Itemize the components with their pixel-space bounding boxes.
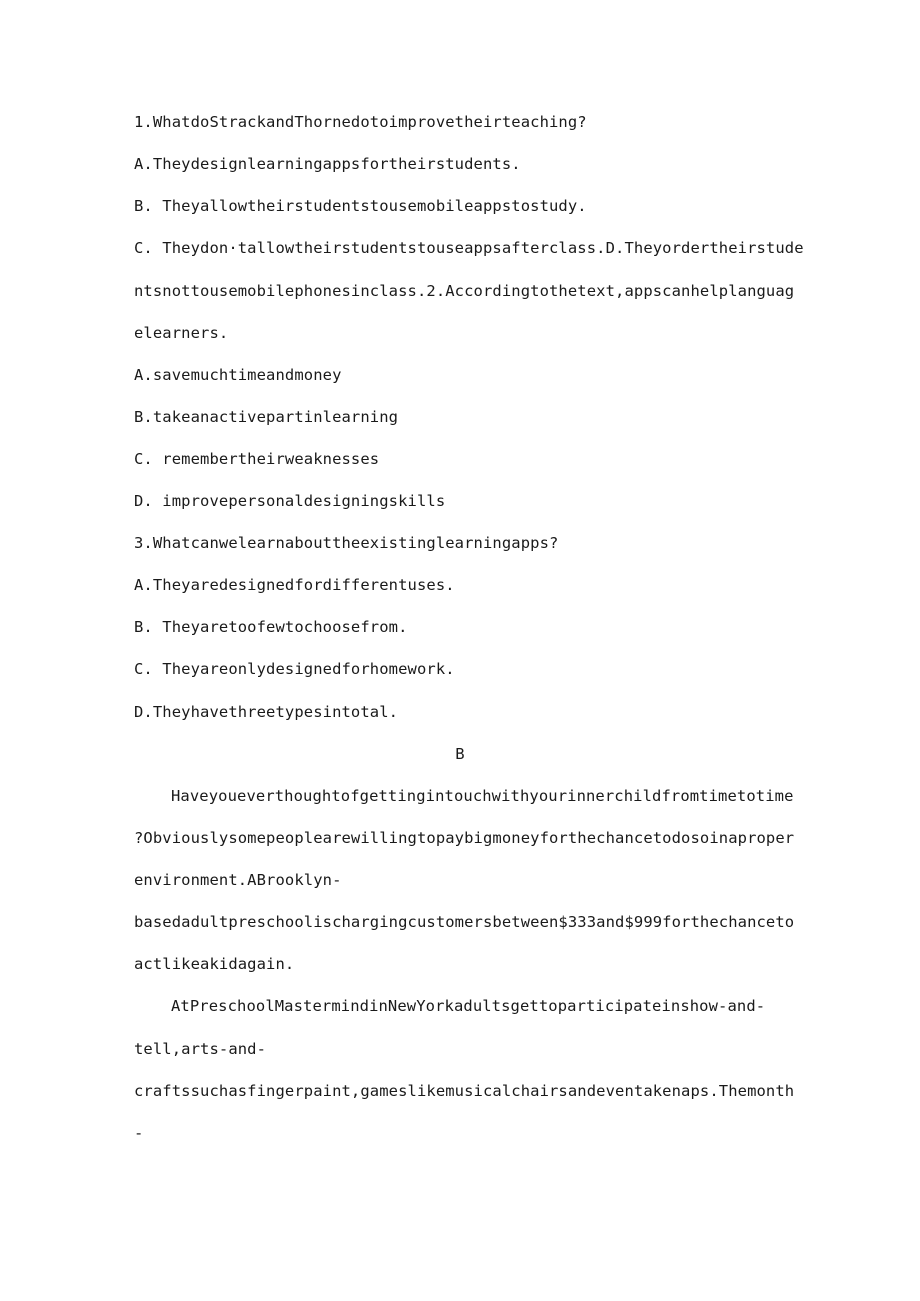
question-1-option-a: A.Theydesignlearningappsfortheirstudents.	[134, 155, 521, 173]
passage-paragraph-1-line: Haveyoueverthoughtofgettingintouchwithyourinnerchildfromtimetotime	[171, 787, 794, 805]
question-3-option-b: B. Theyaretoofewtochoosefrom.	[134, 618, 408, 636]
question-3: 3.Whatcanwelearnabouttheexistinglearningapps?	[134, 534, 559, 552]
question-2-option-a: A.savemuchtimeandmoney	[134, 366, 342, 384]
question-1-option-d-question-2: ntsnottousemobilephonesinclass.2.Accordingtothetext,appscanhelplanguag	[134, 282, 795, 300]
passage-paragraph-2-line: tell,arts-and-	[134, 1040, 267, 1058]
passage-paragraph-2-line: craftssuchasfingerpaint,gameslikemusicalchairsandeventakenaps.Themonth	[134, 1082, 795, 1100]
question-3-option-a: A.Theyaredesignedfordifferentuses.	[134, 576, 455, 594]
question-1-option-c-d: C. Theydon·tallowtheirstudentstouseappsafterclass.D.Theyordertheirstude	[134, 239, 804, 257]
question-2-option-d: D. improvepersonaldesigningskills	[134, 492, 446, 510]
question-2-option-b: B.takeanactivepartinlearning	[134, 408, 399, 426]
section-heading-b: B	[455, 745, 465, 763]
passage-paragraph-1-line: ?Obviouslysomepeoplearewillingtopaybigmoneyforthechancetodosoinaproper	[134, 829, 795, 847]
question-1: 1.WhatdoStrackandThornedotoimprovetheirteaching?	[134, 113, 587, 131]
question-1-option-b: B. Theyallowtheirstudentstousemobileappstostudy.	[134, 197, 587, 215]
passage-paragraph-2-line: AtPreschoolMastermindinNewYorkadultsgettoparticipateinshow-and-	[171, 997, 766, 1015]
passage-paragraph-1-line: basedadultpreschoolischargingcustomersbetween$333and$999forthechanceto	[134, 913, 795, 931]
passage-paragraph-1-line: actlikeakidagain.	[134, 955, 295, 973]
passage-paragraph-1-line: environment.ABrooklyn-	[134, 871, 342, 889]
question-3-option-d: D.Theyhavethreetypesintotal.	[134, 703, 399, 721]
question-2-continued: elearners.	[134, 324, 229, 342]
question-2-option-c: C. remembertheirweaknesses	[134, 450, 380, 468]
passage-paragraph-2-line: -	[134, 1124, 144, 1142]
question-3-option-c: C. Theyareonlydesignedforhomework.	[134, 660, 455, 678]
